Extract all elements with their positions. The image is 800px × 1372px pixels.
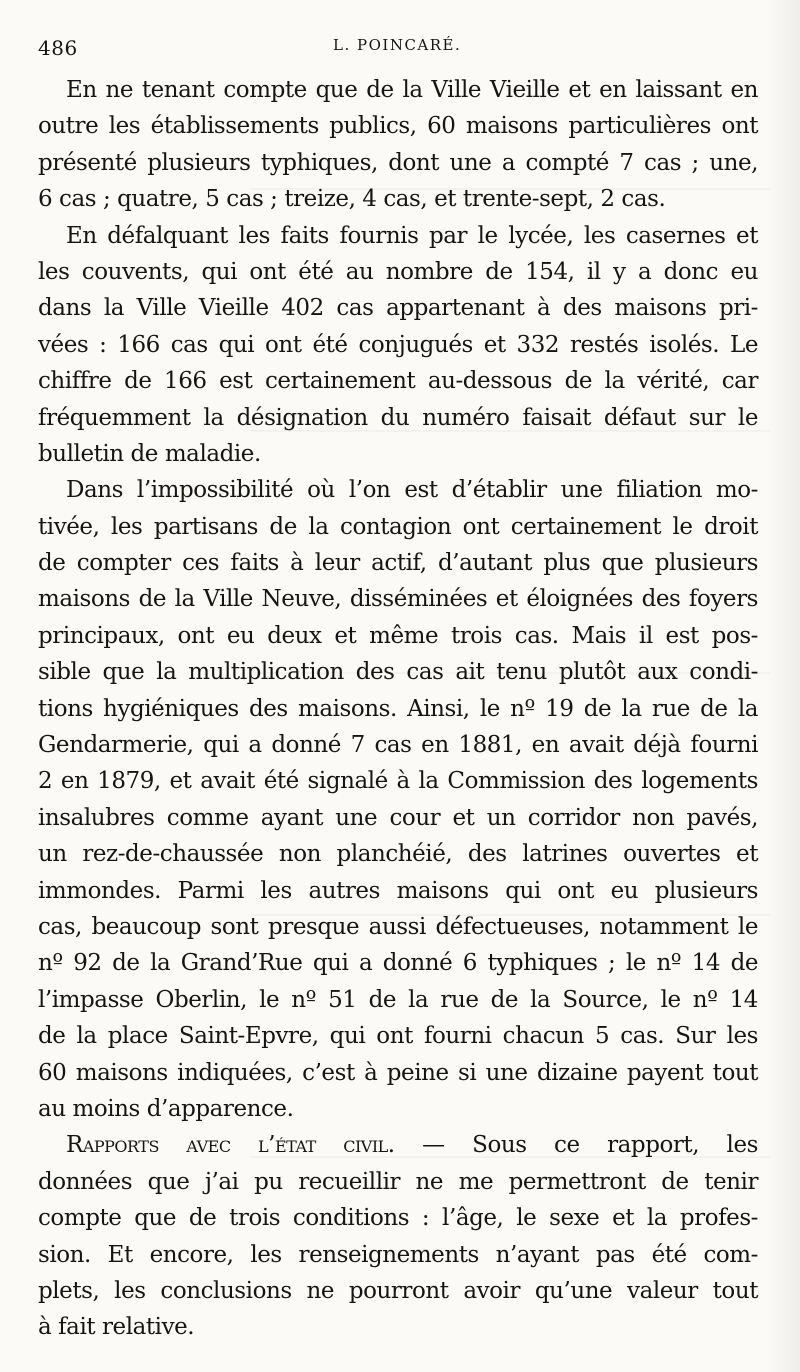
paragraph-3-line-11: un rez-de-chaussée non planchéié, des latrines ouvertes et: [38, 841, 758, 868]
faint-show-through-line: [250, 1156, 770, 1158]
paragraph-3-line-16: de la place Saint-Epvre, qui ont fourni chacun 5 cas. Sur les: [38, 1023, 758, 1050]
paragraph-3-line-12: immondes. Parmi les autres maisons qui ont eu plusieurs: [38, 877, 758, 904]
paragraph-4-line-5: plets, les conclusions ne pourront avoir qu’une valeur tout: [38, 1277, 758, 1304]
paragraph-2-line-7: bulletin de maladie.: [38, 440, 261, 467]
page-number: 486: [38, 36, 78, 60]
paragraph-2-line-6: fréquemment la désignation du numéro faisait défaut sur le: [38, 404, 758, 431]
paragraph-4-line-3: compte que de trois conditions : l’âge, le sexe et la profes-: [38, 1205, 758, 1232]
paragraph-3-line-1: Dans l’impossibilité où l’on est d’établir une filiation mo-: [66, 477, 758, 504]
page-body-text: [38, 72, 758, 1346]
paragraph-2-line-3: dans la Ville Vieille 402 cas appartenant à des maisons pri-: [38, 295, 758, 322]
section-heading-continuation: — Sous ce rapport, les: [394, 1132, 758, 1159]
paragraph-3-line-3: de compter ces faits à leur actif, d’autant plus que plusieurs: [38, 550, 758, 577]
running-head: L. POINCARÉ.: [333, 36, 462, 54]
paragraph-3-line-18: au moins d’apparence.: [38, 1095, 294, 1122]
page-header: [38, 28, 758, 68]
paragraph-2-line-1: En défalquant les faits fournis par le lycée, les casernes et: [66, 222, 758, 249]
paragraph-2-line-2: les couvents, qui ont été au nombre de 154, il y a donc eu: [38, 258, 758, 285]
faint-show-through-line: [250, 188, 770, 190]
paragraph-3-line-6: sible que la multiplication des cas ait tenu plutôt aux condi-: [38, 659, 758, 686]
paragraph-3-line-13: cas, beaucoup sont presque aussi défectueuses, notamment le: [38, 913, 758, 940]
paper-edge-shadow: [766, 0, 800, 1372]
paragraph-3-line-9: 2 en 1879, et avait été signalé à la Commission des logements: [38, 768, 758, 795]
paragraph-4-line-2: données que j’ai pu recueillir ne me permettront de tenir: [38, 1168, 758, 1195]
paragraph-1-line-3: présenté plusieurs typhiques, dont une a compté 7 cas ; une,: [38, 149, 758, 176]
paragraph-4-line-1: [38, 1127, 758, 1163]
faint-show-through-line: [250, 672, 770, 674]
paragraph-3-line-8: Gendarmerie, qui a donné 7 cas en 1881, en avait déjà fourni: [38, 732, 758, 759]
paragraph-1-line-1: En ne tenant compte que de la Ville Vieille et en laissant en: [66, 77, 758, 103]
paragraph-3-line-17: 60 maisons indiquées, c’est à peine si une dizaine payent tout: [38, 1059, 758, 1086]
paragraph-3-line-4: maisons de la Ville Neuve, disséminées et éloignées des foyers: [38, 586, 758, 613]
section-heading-rapports-etat-civil: Rapports avec l’état civil.: [66, 1132, 395, 1159]
paragraph-2-line-5: chiffre de 166 est certainement au-dessous de la vérité, car: [38, 368, 758, 395]
paragraph-1-line-4: 6 cas ; quatre, 5 cas ; treize, 4 cas, et trente-sept, 2 cas.: [38, 186, 666, 213]
paragraph-3-line-10: insalubres comme ayant une cour et un corridor non pavés,: [38, 804, 758, 831]
paragraph-3-line-14: nº 92 de la Grand’Rue qui a donné 6 typhiques ; le nº 14 de: [38, 950, 758, 977]
paragraph-4-line-4: sion. Et encore, les renseignements n’ayant pas été com-: [38, 1241, 758, 1268]
paragraph-1-line-2: outre les établissements publics, 60 maisons particulières ont: [38, 113, 758, 140]
paragraph-3-line-5: principaux, ont eu deux et même trois cas. Mais il est pos-: [38, 622, 758, 649]
paragraph-4-line-6: à fait relative.: [38, 1314, 195, 1341]
paragraph-3-line-7: tions hygiéniques des maisons. Ainsi, le nº 19 de la rue de la: [38, 695, 758, 722]
faint-show-through-line: [250, 914, 770, 916]
paragraph-3-line-2: tivée, les partisans de la contagion ont certainement le droit: [38, 513, 758, 540]
paragraph-2-line-4: vées : 166 cas qui ont été conjugués et 332 restés isolés. Le: [38, 331, 758, 358]
faint-show-through-line: [250, 430, 770, 432]
paragraph-3-line-15: l’impasse Oberlin, le nº 51 de la rue de la Source, le nº 14: [38, 986, 758, 1013]
